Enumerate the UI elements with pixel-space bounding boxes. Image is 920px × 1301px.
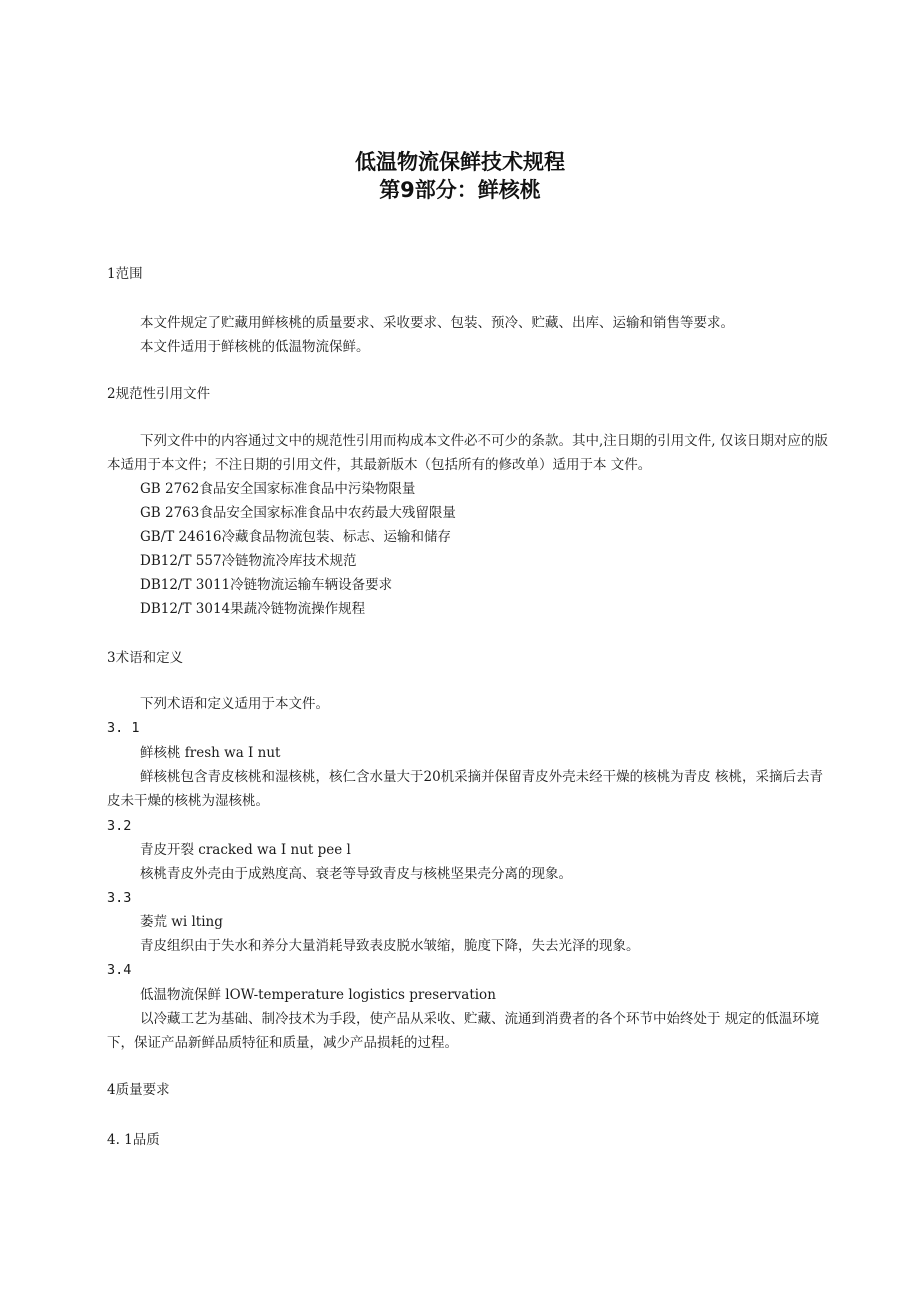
term-name: 鲜核桃 fresh wa I nut <box>140 745 281 761</box>
term-number: 3. 1 <box>107 720 140 736</box>
title-line-1: 低温物流保鲜技术规程 <box>355 150 565 174</box>
term-definition: 以冷藏工艺为基础、制冷技术为手段，使产品从采收、贮藏、流通到消费者的各个环节中始终处于 规定的低温环境下，保证产品新鲜品质特征和质量，减少产品损耗的过程。 <box>107 1011 820 1051</box>
section-1-para-2: 本文件适用于鲜核桃的低温物流保鲜。 <box>140 339 370 355</box>
section-3-heading: 3术语和定义 <box>107 650 184 666</box>
section-1-heading: 1范围 <box>107 266 143 282</box>
reference-item: DB12/T 557冷链物流冷库技术规范 <box>140 553 357 569</box>
term-name: 青皮开裂 cracked wa I nut pee l <box>140 842 351 858</box>
reference-item: GB 2763食品安全国家标准食品中农药最大残留限量 <box>140 505 456 521</box>
term-number: 3.4 <box>107 962 132 978</box>
section-1-para-1: 本文件规定了贮藏用鲜核桃的质量要求、采收要求、包装、预冷、贮藏、出库、运输和销售等要求。 <box>140 315 734 331</box>
section-2-para-1: 下列文件中的内容通过文中的规范性引用而构成本文件必不可少的条款。其中,注日期的引用文件, 仅该日期对应的版本适用于本文件；不注日期的引用文件，其最新版木（包括所有的修改单）适用于本 文件。 <box>107 433 828 473</box>
section-4-1-heading: 4. 1品质 <box>107 1132 160 1148</box>
document-title <box>0 148 920 204</box>
reference-item: DB12/T 3014果蔬冷链物流操作规程 <box>140 601 366 617</box>
term-number: 3.2 <box>107 818 132 834</box>
term-definition: 鲜核桃包含青皮核桃和湿核桃，核仁含水量大于20机采摘并保留青皮外壳未经干燥的核桃为青皮 核桃，采摘后去青皮未干燥的核桃为湿核桃。 <box>107 769 823 809</box>
term-definition: 核桃青皮外壳由于成熟度高、衰老等导致青皮与核桃坚果壳分离的现象。 <box>140 866 572 882</box>
term-number: 3.3 <box>107 890 132 906</box>
section-4-heading: 4质量要求 <box>107 1082 170 1098</box>
reference-item: GB 2762食品安全国家标准食品中污染物限量 <box>140 481 416 497</box>
section-2-heading: 2规范性引用文件 <box>107 386 211 402</box>
section-3-intro: 下列术语和定义适用于本文件。 <box>140 696 329 712</box>
term-name: 低温物流保鲜 lOW-temperature logistics preservation <box>140 987 496 1003</box>
reference-item: DB12/T 3011冷链物流运输车辆设备要求 <box>140 577 393 593</box>
term-definition: 青皮组织由于失水和养分大量消耗导致表皮脱水皱缩，脆度下降，失去光泽的现象。 <box>140 938 640 954</box>
title-line-2: 第9部分：鲜核桃 <box>379 178 541 202</box>
term-name: 萎荒 wi lting <box>140 914 223 930</box>
reference-item: GB/T 24616冷藏食品物流包装、标志、运输和储存 <box>140 529 451 545</box>
